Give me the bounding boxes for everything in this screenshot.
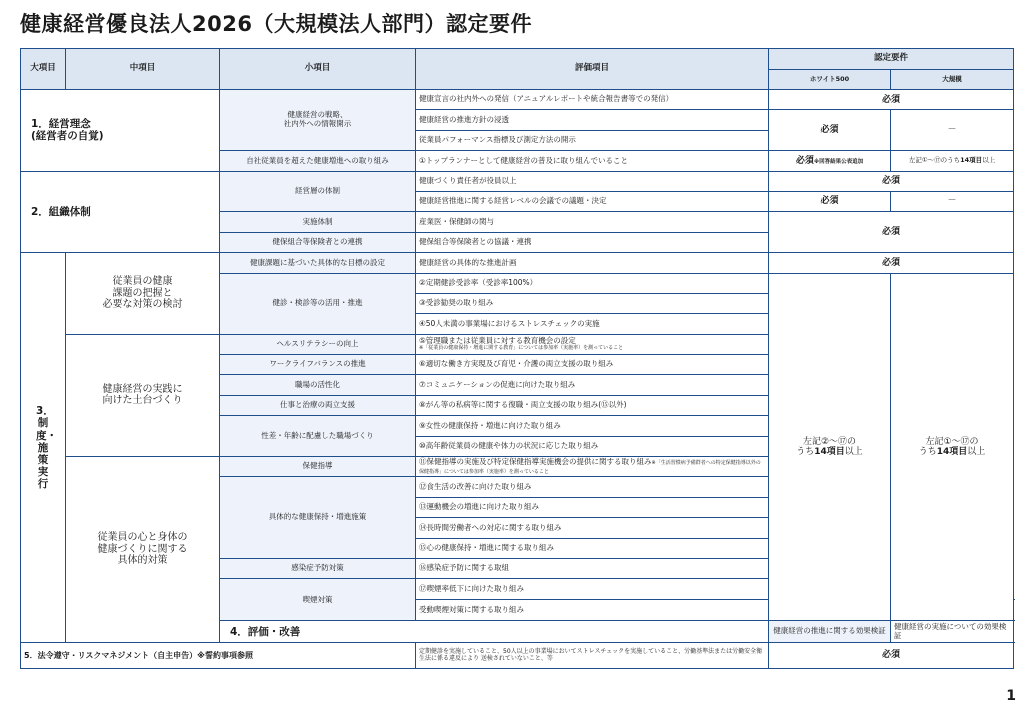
eval-item: 健保組合等保険者との協議・連携 — [416, 232, 769, 252]
eval-item: 健康経営の実施についての効果検証 — [891, 621, 1014, 643]
eval-item: ②定期健診受診率（受診率100%） — [416, 273, 769, 293]
requirement-required: 必須 — [769, 643, 1014, 669]
minor-checkup: 健診・検診等の活用・推進 — [220, 273, 416, 334]
eval-item: ⑮心の健康保持・増進に関する取り組み — [416, 538, 769, 558]
requirement-required: 必須 — [769, 191, 891, 211]
header-large: 大規模 — [891, 70, 1014, 90]
header-minor: 小項目 — [220, 49, 416, 90]
eval-item-compliance: 定期健診を実施していること、50人以上の事業場においてストレスチェックを実施していること、労働基準法または労働安全衛生法に係る違反により 送検されていないこと、等 — [416, 643, 769, 669]
header-major: 大項目 — [21, 49, 66, 90]
eval-item: 産業医・保健師の関与 — [416, 212, 769, 232]
minor-gender-age: 性差・年齢に配慮した職場づくり — [220, 416, 416, 457]
middle-item-assessment: 従業員の健康 課題の把握と 必要な対策の検討 — [66, 253, 220, 335]
minor-specific-measures: 具体的な健康保持・増進施策 — [220, 477, 416, 559]
middle-item-foundation: 健康経営の実践に 向けた土台づくり — [66, 334, 220, 456]
eval-item: ⑰喫煙率低下に向けた取り組み — [416, 579, 769, 599]
header-white500: ホワイト500 — [769, 70, 891, 90]
requirement-required: 必須 — [769, 253, 1014, 273]
eval-item: ⑧がん等の私病等に関する復職・両立支援の取り組み(⑮以外) — [416, 395, 769, 415]
minor-goal: 健康課題に基づいた具体的な目標の設定 — [220, 253, 416, 273]
eval-item: 従業員パフォーマンス指標及び測定方法の開示 — [416, 130, 769, 150]
eval-item: ⑩高年齢従業員の健康や体力の状況に応じた取り組み — [416, 436, 769, 456]
section-2-title: 2．組織体制 — [21, 171, 220, 253]
minor-beyond-employees: 自社従業員を超えた健康増進への取り組み — [220, 151, 416, 171]
eval-item: ⑥適切な働き方実現及び育児・介護の両立支援の取り組み — [416, 355, 769, 375]
section-1-title: 1．経営理念 (経営者の自覚) — [21, 90, 220, 172]
requirement-range-white500: 左記②～⑰の うち14項目以上 — [769, 273, 891, 621]
requirement-none: － — [891, 110, 1014, 151]
requirement-range-large: 左記①～⑰の うち14項目以上 — [891, 273, 1014, 621]
requirement-required-with-note: 必須※回答結果公表追加 — [769, 151, 891, 171]
eval-item: ④50人未満の事業場におけるストレスチェックの実施 — [416, 314, 769, 334]
minor-infection: 感染症予防対策 — [220, 558, 416, 578]
minor-smoking: 喫煙対策 — [220, 579, 416, 621]
requirement-required: 必須 — [769, 171, 1014, 191]
eval-item: 健康経営の具体的な推進計画 — [416, 253, 769, 273]
header-requirements: 認定要件 — [769, 49, 1014, 70]
requirement-none: － — [891, 191, 1014, 211]
eval-item: ③受診勧奨の取り組み — [416, 293, 769, 313]
certification-requirements-table — [20, 48, 1014, 669]
minor-effect-verification: 健康経営の推進に関する効果検証 — [769, 621, 891, 643]
eval-item: ⑯感染症予防に関する取組 — [416, 558, 769, 578]
eval-item: ⑫食生活の改善に向けた取り組み — [416, 477, 769, 497]
requirement-required: 必須 — [769, 212, 1014, 253]
eval-item: 健康づくり責任者が役員以上 — [416, 171, 769, 191]
eval-item: ⑦コミュニケーションの促進に向けた取り組み — [416, 375, 769, 395]
page-title: 健康経営優良法人2026（大規模法人部門）認定要件 — [20, 12, 532, 36]
section-5-title: 5．法令遵守・リスクマネジメント（自主申告）※誓約事項参照 — [21, 643, 416, 669]
requirement-required: 必須 — [769, 90, 1014, 110]
page-number: 1 — [1006, 688, 1016, 704]
section-3-title: 3．制度・施策実行 — [21, 253, 66, 643]
eval-item: 健康経営の推進方針の浸透 — [416, 110, 769, 130]
requirement-count: 左記①～⑰のうち14項目以上 — [891, 151, 1014, 171]
minor-management: 経営層の体制 — [220, 171, 416, 212]
section-4-title: 4．評価・改善 — [220, 621, 769, 643]
eval-item: ⑪保健指導の実施及び特定保健指導実施機会の提供に関する取り組み※「生活習慣病予備群者への特定保健指導以外の保健指導」については参加率（実施率）を測っていること — [416, 457, 769, 477]
eval-item: 健康宣言の社内外への発信（アニュアルレポートや統合報告書等での発信） — [416, 90, 769, 110]
header-evaluation: 評価項目 — [416, 49, 769, 90]
eval-item: ⑬運動機会の増進に向けた取り組み — [416, 497, 769, 517]
header-middle: 中項目 — [66, 49, 220, 90]
minor-wlb: ワークライフバランスの推進 — [220, 355, 416, 375]
minor-implementation: 実施体制 — [220, 212, 416, 232]
requirement-required: 必須 — [769, 110, 891, 151]
eval-item: ①トップランナーとして健康経営の普及に取り組んでいること — [416, 151, 769, 171]
minor-literacy: ヘルスリテラシーの向上 — [220, 334, 416, 354]
minor-treatment: 仕事と治療の両立支援 — [220, 395, 416, 415]
eval-item: ⑨女性の健康保持・増進に向けた取り組み — [416, 416, 769, 436]
middle-item-measures: 従業員の心と身体の 健康づくりに関する 具体的対策 — [66, 457, 220, 643]
minor-guidance: 保健指導 — [220, 457, 416, 477]
eval-item: 受動喫煙対策に関する取り組み — [416, 599, 769, 621]
minor-workplace: 職場の活性化 — [220, 375, 416, 395]
eval-item: 健康経営推進に関する経営レベルの会議での議題・決定 — [416, 191, 769, 211]
eval-item: ⑭長時間労働者への対応に関する取り組み — [416, 518, 769, 538]
minor-strategy: 健康経営の戦略、 社内外への情報開示 — [220, 90, 416, 151]
eval-item: ⑤管理職または従業員に対する教育機会の設定 ※「従業員の健康保持・増進に関する教育」については参加率（実施率）を測っていること — [416, 334, 769, 354]
minor-insurer: 健保組合等保険者との連携 — [220, 232, 416, 252]
